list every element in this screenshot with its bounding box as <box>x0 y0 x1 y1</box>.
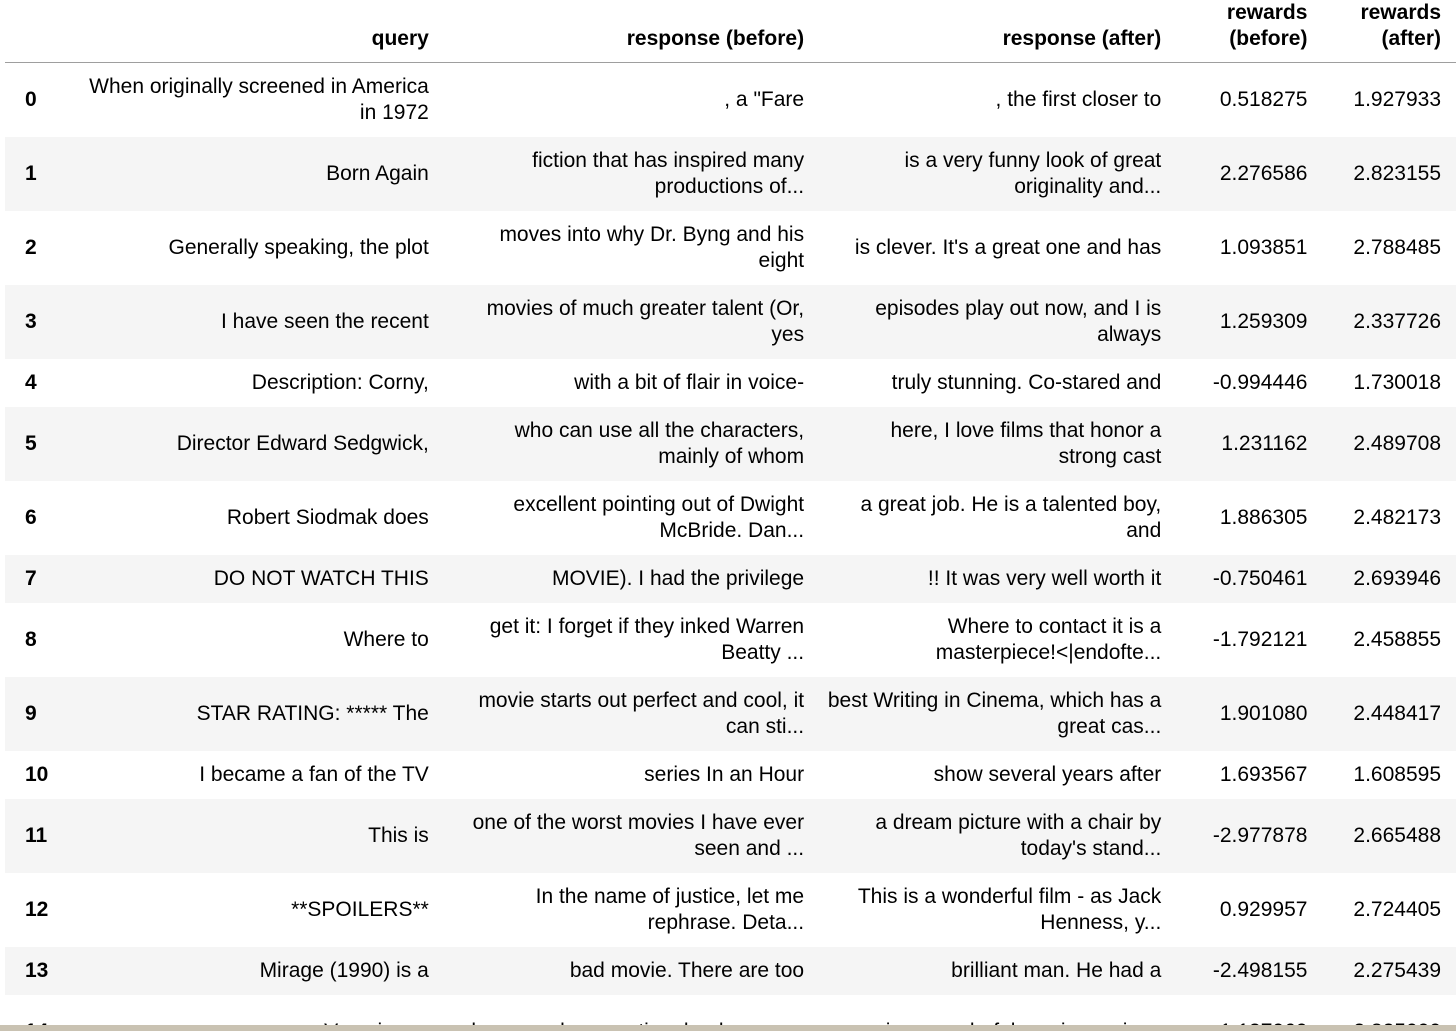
row-index: 4 <box>25 370 37 394</box>
cell-response-before: excellent pointing out of Dwight McBride. Dan... <box>513 492 805 542</box>
cell-rewards-after: 2.448417 <box>1353 701 1441 725</box>
cell-rewards-before: -2.977878 <box>1212 823 1308 847</box>
row-index: 13 <box>25 958 49 982</box>
cell-response-after: here, I love films that honor a strong cast <box>890 418 1162 468</box>
table-body <box>5 63 1456 1031</box>
header-response-before: response (before) <box>444 0 819 63</box>
cell-response-before: , a "Fare <box>724 87 805 111</box>
cell-response-after: show several years after <box>933 762 1162 786</box>
table-row <box>5 137 1456 211</box>
row-index: 2 <box>25 235 37 259</box>
cell-response-after: a great job. He is a talented boy, and <box>860 492 1162 542</box>
table-row <box>5 285 1456 359</box>
cell-query: I became a fan of the TV <box>199 762 429 786</box>
cell-rewards-after: 2.275439 <box>1353 958 1441 982</box>
cell-response-after: episodes play out now, and I is always <box>875 296 1162 346</box>
row-index: 12 <box>25 897 49 921</box>
cell-query: Director Edward Sedgwick, <box>176 431 429 455</box>
cell-response-after: a dream picture with a chair by today's stand... <box>875 810 1162 860</box>
cell-rewards-before: 1.231162 <box>1221 431 1308 455</box>
header-row <box>5 0 1456 63</box>
table-header <box>5 0 1456 63</box>
cell-query: DO NOT WATCH THIS <box>213 566 429 590</box>
cell-response-after: is clever. It's a great one and has <box>854 235 1162 259</box>
cell-response-after: !! It was very well worth it <box>927 566 1162 590</box>
header-rewards-before: rewards (before) <box>1176 0 1322 63</box>
cell-response-after: This is a wonderful film - as Jack Henness, y... <box>857 884 1162 934</box>
cell-response-before: one of the worst movies I have ever seen and ... <box>472 810 805 860</box>
cell-response-before: movies of much greater talent (Or, yes <box>486 296 805 346</box>
cell-response-after: brilliant man. He had a <box>951 958 1162 982</box>
cell-query: Born Again <box>326 161 429 185</box>
row-index: 6 <box>25 505 37 529</box>
cell-rewards-after: 2.482173 <box>1353 505 1441 529</box>
table-row <box>5 407 1456 481</box>
table-row <box>5 63 1456 137</box>
header-rewards-after: rewards (after) <box>1322 0 1456 63</box>
cell-response-before: with a bit of flair in voice- <box>574 370 805 394</box>
cell-query: This is <box>368 823 429 847</box>
cell-query: Description: Corny, <box>251 370 429 394</box>
header-response-after: response (after) <box>819 0 1176 63</box>
header-index <box>5 0 78 63</box>
cell-query: **SPOILERS** <box>291 897 429 921</box>
cell-rewards-before: -0.994446 <box>1212 370 1308 394</box>
table-row <box>5 481 1456 555</box>
cell-rewards-before: -0.750461 <box>1212 566 1308 590</box>
cell-query: STAR RATING: ***** The <box>196 701 429 725</box>
row-index: 8 <box>25 627 37 651</box>
cell-rewards-after: 2.823155 <box>1353 161 1441 185</box>
cell-rewards-after: 1.927933 <box>1353 87 1441 111</box>
cell-response-before: series In an Hour <box>644 762 805 786</box>
row-index: 9 <box>25 701 37 725</box>
cell-rewards-before: 1.886305 <box>1219 505 1308 529</box>
cell-rewards-after: 2.724405 <box>1353 897 1441 921</box>
cell-response-after: truly stunning. Co-stared and <box>891 370 1162 394</box>
cell-rewards-before: 1.693567 <box>1219 762 1308 786</box>
header-query: query <box>78 0 444 63</box>
cell-rewards-after: 1.608595 <box>1353 762 1441 786</box>
cell-query: Robert Siodmak does <box>226 505 429 529</box>
cell-response-before: fiction that has inspired many productions of... <box>532 148 805 198</box>
table-row <box>5 555 1456 603</box>
cell-response-after: is a very funny look of great originality and... <box>904 148 1162 198</box>
table-row <box>5 359 1456 407</box>
cell-rewards-before: 2.276586 <box>1219 161 1308 185</box>
cell-rewards-after: 2.458855 <box>1353 627 1441 651</box>
row-index: 11 <box>25 823 48 847</box>
cell-rewards-before: -1.792121 <box>1212 627 1308 651</box>
table-row <box>5 211 1456 285</box>
cell-rewards-after: 2.788485 <box>1353 235 1441 259</box>
cell-rewards-after: 2.665488 <box>1353 823 1441 847</box>
cell-rewards-after: 2.337726 <box>1353 309 1441 333</box>
table-row <box>5 947 1456 995</box>
row-index: 3 <box>25 309 37 333</box>
table-row <box>5 873 1456 947</box>
row-index: 1 <box>25 161 37 185</box>
table-row <box>5 799 1456 873</box>
cell-response-before: who can use all the characters, mainly of whom <box>514 418 805 468</box>
table-row <box>5 751 1456 799</box>
cell-query: I have seen the recent <box>221 309 429 333</box>
cell-rewards-after: 2.489708 <box>1353 431 1441 455</box>
cell-response-before: moves into why Dr. Byng and his eight <box>499 222 805 272</box>
cell-rewards-before: 0.929957 <box>1219 897 1308 921</box>
cell-rewards-before: -2.498155 <box>1212 958 1308 982</box>
cell-rewards-before: 1.901080 <box>1219 701 1308 725</box>
cell-response-after: , the first closer to <box>995 87 1162 111</box>
cell-rewards-after: 2.693946 <box>1353 566 1441 590</box>
cell-rewards-after: 1.730018 <box>1353 370 1441 394</box>
cell-response-after: Where to contact it is a masterpiece!<|endofte... <box>935 614 1162 664</box>
cell-response-before: get it: I forget if they inked Warren Beatty ... <box>489 614 805 664</box>
cell-query: Where to <box>343 627 429 651</box>
cell-response-before: In the name of justice, let me rephrase. Deta... <box>535 884 805 934</box>
row-index: 5 <box>25 431 37 455</box>
dataframe-table <box>5 0 1456 1031</box>
cell-rewards-before: 1.093851 <box>1219 235 1308 259</box>
cell-response-before: bad movie. There are too <box>569 958 805 982</box>
row-index: 0 <box>25 87 37 111</box>
table-row <box>5 677 1456 751</box>
cell-response-after: best Writing in Cinema, which has a great cas... <box>827 688 1162 738</box>
cell-response-before: movie starts out perfect and cool, it can sti... <box>478 688 805 738</box>
cell-rewards-before: 1.259309 <box>1219 309 1308 333</box>
cell-query: Generally speaking, the plot <box>168 235 429 259</box>
table-row <box>5 603 1456 677</box>
row-index: 10 <box>25 762 49 786</box>
cell-query: Mirage (1990) is a <box>259 958 429 982</box>
row-index: 7 <box>25 566 37 590</box>
cell-rewards-before: 0.518275 <box>1219 87 1308 111</box>
cell-query: When originally screened in America in 1972 <box>89 74 429 124</box>
window-bottom-edge <box>0 1025 1456 1031</box>
cell-response-before: MOVIE). I had the privilege <box>551 566 805 590</box>
